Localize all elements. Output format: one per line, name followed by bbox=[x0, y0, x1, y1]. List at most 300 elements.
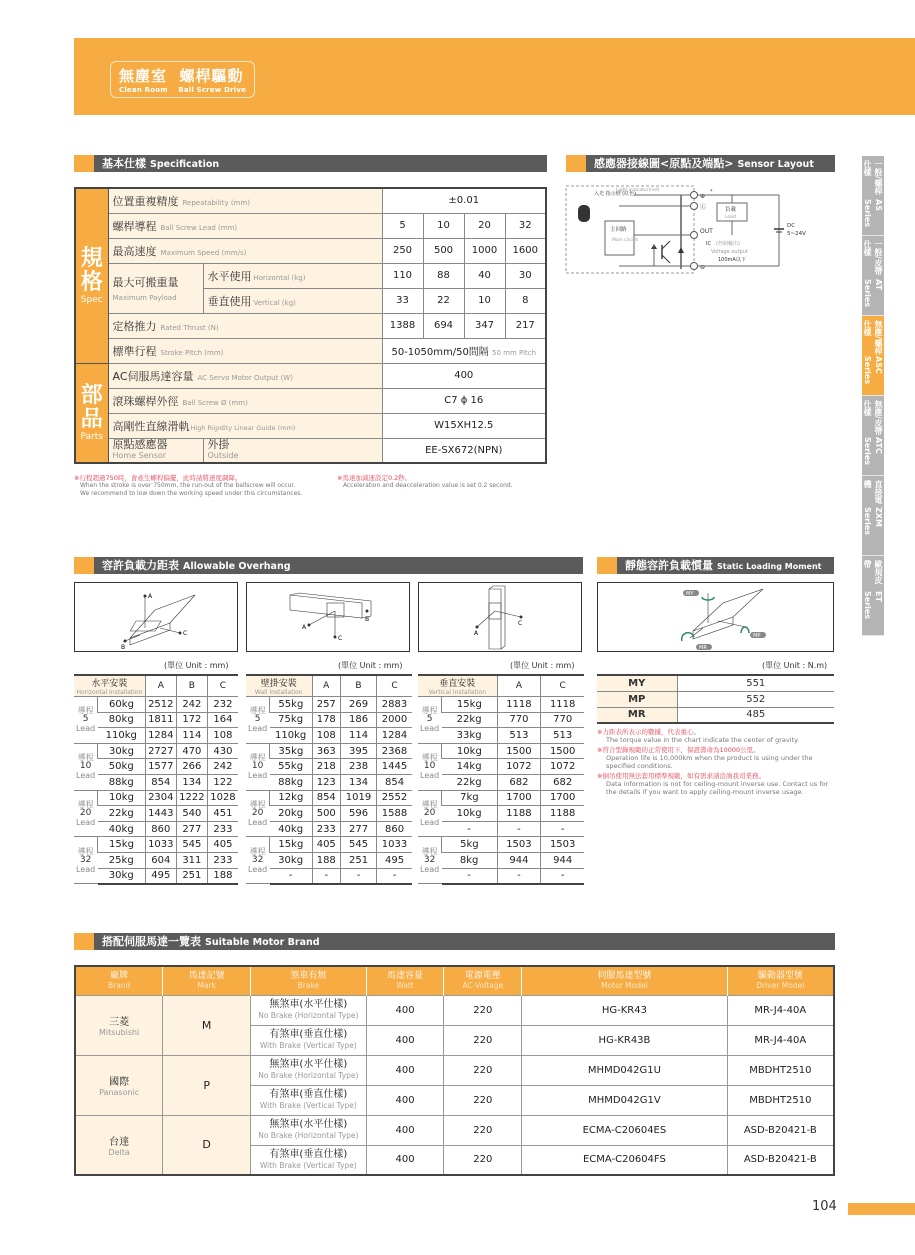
load-cell: 14kg bbox=[442, 759, 497, 775]
load-cell: 35kg bbox=[270, 743, 312, 759]
lead-value: 5 bbox=[254, 714, 261, 725]
value-cell: 2883 bbox=[377, 697, 412, 713]
brake-en: With Brake (Vertical Type) bbox=[259, 1160, 357, 1170]
spec-row-payload-h bbox=[75, 263, 546, 288]
plus-label: ⊕ bbox=[700, 193, 706, 200]
table-row bbox=[246, 790, 412, 806]
install-type-zh: 垂直安裝 bbox=[439, 679, 476, 689]
install-type-zh: 壁掛安裝 bbox=[260, 679, 297, 689]
label-c: C bbox=[338, 635, 343, 642]
spec-row-lead bbox=[75, 213, 546, 238]
watt-cell: 400 bbox=[366, 995, 444, 1025]
table-row bbox=[74, 759, 238, 775]
table-row bbox=[418, 868, 584, 884]
spec-label bbox=[108, 213, 382, 238]
brake-zh: 有煞車(垂直仕樣) bbox=[269, 1148, 348, 1160]
motor-model-cell: MHMD042G1U bbox=[522, 1055, 727, 1085]
side-tab-en: ATC Series bbox=[863, 436, 883, 465]
value-cell: 1700 bbox=[497, 790, 541, 806]
lead-value: 5 bbox=[382, 213, 423, 238]
value-cell: - bbox=[312, 868, 341, 884]
speed-value: 250 bbox=[382, 238, 423, 263]
table-row bbox=[246, 728, 412, 744]
parts-cat-zh1: 部 bbox=[80, 382, 103, 408]
brake-en: No Brake (Horizontal Type) bbox=[258, 1131, 359, 1140]
series-side-tabs bbox=[862, 156, 915, 636]
column-header-a: A bbox=[312, 675, 341, 697]
side-tab-as-series[interactable] bbox=[862, 156, 884, 236]
stroke-value-zh: 50-1050mm/50間隔 bbox=[391, 347, 489, 358]
lead-en: Lead bbox=[76, 724, 96, 734]
header-row bbox=[418, 675, 584, 697]
voltage-cell: 220 bbox=[444, 1055, 522, 1085]
load-cell: 22kg bbox=[442, 712, 497, 728]
watt-cell: 400 bbox=[366, 1055, 444, 1085]
value-cell: - bbox=[541, 821, 584, 837]
mr-arrow-icon bbox=[682, 633, 694, 641]
brake-zh: 有煞車(垂直仕樣) bbox=[269, 1089, 348, 1100]
value-cell: - bbox=[497, 821, 541, 837]
vertical-overhang-table bbox=[418, 674, 584, 885]
lead-zh: 導程 bbox=[421, 799, 438, 809]
label-en: Home Sensor bbox=[112, 450, 167, 460]
spec-label bbox=[108, 238, 382, 263]
value-cell: 172 bbox=[176, 712, 207, 728]
load-cell: 88kg bbox=[270, 774, 312, 790]
value-cell: 114 bbox=[341, 728, 377, 744]
install-type-header bbox=[246, 675, 312, 697]
sensor-section-header bbox=[566, 155, 835, 172]
voltage-cell: 220 bbox=[444, 1025, 522, 1055]
value-cell: 108 bbox=[207, 728, 238, 744]
value-cell: 540 bbox=[176, 806, 207, 822]
motor-output-value: 400 bbox=[382, 363, 546, 388]
install-type-en: Horizontal Installation bbox=[76, 689, 143, 696]
value-cell: 500 bbox=[312, 806, 341, 822]
value-cell: 854 bbox=[312, 790, 341, 806]
label-en: Outside bbox=[207, 450, 239, 460]
header-en: Mark bbox=[197, 980, 216, 990]
lead-value: 10 bbox=[423, 213, 464, 238]
value-cell: 1503 bbox=[497, 837, 541, 853]
speed-value: 1600 bbox=[505, 238, 546, 263]
header-zh: 廠牌 bbox=[110, 970, 129, 981]
terminal-plus bbox=[691, 192, 698, 199]
lead-value: 5 bbox=[82, 714, 89, 725]
lead-cell bbox=[418, 697, 442, 744]
load-zh: 負載 bbox=[725, 207, 737, 213]
note-en: Acceleration and deacceleration value is set 0.2 second. bbox=[343, 482, 513, 489]
header-banner bbox=[74, 38, 915, 115]
value-cell: 1188 bbox=[497, 806, 541, 822]
header-en: Brand bbox=[107, 980, 131, 990]
overhang-body bbox=[418, 697, 584, 884]
motor-header-row bbox=[75, 966, 834, 995]
watt-cell: 400 bbox=[366, 1145, 444, 1175]
table-row bbox=[74, 712, 238, 728]
value-cell: 405 bbox=[207, 837, 238, 853]
lead-zh: 導程 bbox=[77, 846, 94, 856]
value-cell: 395 bbox=[341, 743, 377, 759]
motor-section-title-zh: 搭配伺服馬達一覽表 bbox=[102, 935, 201, 948]
lead-value: 32 bbox=[423, 854, 436, 865]
lead-cell bbox=[74, 837, 98, 884]
value-cell: 1503 bbox=[541, 837, 584, 853]
led-label: 入光 指示燈 (紅色) bbox=[594, 191, 637, 197]
moment-unit-label: (單位 Unit : N.m) bbox=[762, 661, 828, 670]
value-cell: 188 bbox=[312, 852, 341, 868]
lead-en: Lead bbox=[76, 817, 96, 827]
led-icon bbox=[578, 205, 590, 222]
motor-row bbox=[75, 1055, 834, 1085]
value-cell: 2552 bbox=[377, 790, 412, 806]
value-cell: 1033 bbox=[377, 837, 412, 853]
table-row bbox=[74, 774, 238, 790]
value-cell: 770 bbox=[497, 712, 541, 728]
side-tab-atc-series[interactable] bbox=[862, 396, 884, 476]
star-label: * bbox=[710, 189, 713, 195]
lead-value: 20 bbox=[79, 807, 92, 818]
spec-row-motor bbox=[75, 363, 546, 388]
load-cell: 22kg bbox=[442, 774, 497, 790]
value-cell: 944 bbox=[497, 852, 541, 868]
banner-title-en: Clean Room Ball Screw Drive bbox=[119, 86, 247, 94]
lead-en: Lead bbox=[248, 817, 268, 827]
payload-v-value: 8 bbox=[505, 288, 546, 313]
moment-key: MR bbox=[597, 707, 677, 723]
motor-row bbox=[75, 1115, 834, 1145]
value-cell: 178 bbox=[312, 712, 341, 728]
table-row bbox=[418, 852, 584, 868]
column-header-b: B bbox=[176, 675, 207, 697]
screw-value: C7 ϕ 16 bbox=[382, 388, 546, 413]
label-zh: 外掛 bbox=[207, 437, 230, 451]
value-cell: 470 bbox=[176, 743, 207, 759]
value-cell: 2000 bbox=[377, 712, 412, 728]
side-tab-en: AS Series bbox=[863, 198, 883, 227]
label-en: Rated Thrust (N) bbox=[160, 323, 219, 332]
table-row bbox=[74, 821, 238, 837]
terminal-minus bbox=[691, 263, 698, 270]
unit-label: (單位 Unit : mm) bbox=[164, 661, 229, 670]
lead-cell bbox=[246, 697, 270, 744]
table-row bbox=[418, 837, 584, 853]
brand-zh: 三菱 bbox=[109, 1017, 130, 1028]
lead-value: 20 bbox=[423, 807, 436, 818]
thrust-value: 347 bbox=[464, 313, 505, 338]
value-cell: 134 bbox=[176, 774, 207, 790]
value-cell: 233 bbox=[312, 821, 341, 837]
spec-label bbox=[108, 388, 382, 413]
label-c: C bbox=[518, 620, 523, 627]
lead-zh: 導程 bbox=[421, 706, 438, 716]
spec-note-2 bbox=[337, 473, 552, 490]
lead-cell bbox=[418, 743, 442, 790]
note-zh: ※力距表所表示的數據，代表重心。 bbox=[597, 728, 700, 736]
column-header bbox=[727, 966, 834, 995]
lead-zh: 導程 bbox=[249, 799, 266, 809]
value-cell: 1811 bbox=[145, 712, 176, 728]
watt-cell: 400 bbox=[366, 1025, 444, 1055]
motor-row bbox=[75, 995, 834, 1025]
install-type-header bbox=[418, 675, 497, 697]
label-a: A bbox=[148, 593, 153, 600]
load-cell: 88kg bbox=[98, 774, 146, 790]
value-cell: 233 bbox=[207, 821, 238, 837]
label-zh: 滾珠螺桿外徑 bbox=[112, 394, 179, 408]
moment-section-header bbox=[597, 557, 834, 574]
value-cell: 242 bbox=[207, 759, 238, 775]
side-tab-zh: 一般/皮帶仕樣 bbox=[863, 240, 883, 275]
column-header bbox=[163, 966, 251, 995]
load-cell: 75kg bbox=[270, 712, 312, 728]
column-header bbox=[366, 966, 444, 995]
repeatability-value: ±0.01 bbox=[382, 188, 546, 213]
load-cell: 55kg bbox=[270, 759, 312, 775]
moment-row bbox=[597, 675, 834, 691]
value-cell: 2512 bbox=[145, 697, 176, 713]
value-cell: 269 bbox=[341, 697, 377, 713]
lead-value: 10 bbox=[79, 761, 92, 772]
value-cell: 1118 bbox=[497, 697, 541, 713]
parts-cat-zh2: 品 bbox=[80, 406, 103, 432]
load-cell: 15kg bbox=[442, 697, 497, 713]
side-tab-asc-series[interactable] bbox=[862, 316, 884, 396]
table-row bbox=[418, 806, 584, 822]
lead-cell bbox=[74, 697, 98, 744]
label-zh: 最高速度 bbox=[112, 244, 157, 258]
driver-model-cell: MBDHT2510 bbox=[727, 1085, 834, 1115]
label-zh: 位置重複精度 bbox=[112, 194, 179, 208]
header-zh: 馬達記號 bbox=[188, 970, 225, 981]
lead-zh: 導程 bbox=[249, 706, 266, 716]
lead-cell bbox=[74, 743, 98, 790]
value-cell: 545 bbox=[176, 837, 207, 853]
load-cell: 110kg bbox=[98, 728, 146, 744]
lead-zh: 導程 bbox=[77, 753, 94, 763]
spec-row-screw bbox=[75, 388, 546, 413]
moment-key: MY bbox=[597, 675, 677, 691]
load-cell: - bbox=[442, 821, 497, 837]
value-cell: 1500 bbox=[541, 743, 584, 759]
table-row bbox=[246, 806, 412, 822]
overhang-body bbox=[74, 697, 238, 884]
lead-zh: 導程 bbox=[421, 753, 438, 763]
value-cell: 122 bbox=[207, 774, 238, 790]
main-circuit-en: Main circuit bbox=[612, 238, 638, 243]
lead-cell bbox=[246, 790, 270, 837]
load-cell: 20kg bbox=[270, 806, 312, 822]
note-zh: ※符合型錄規範的正常使用下，保證壽命為10000公里。 bbox=[597, 746, 760, 754]
value-cell: 218 bbox=[312, 759, 341, 775]
value-cell: 1700 bbox=[541, 790, 584, 806]
spec-section-title-zh: 基本仕樣 bbox=[102, 157, 146, 170]
overhang-header bbox=[418, 675, 584, 697]
spec-label bbox=[108, 263, 203, 313]
speed-value: 500 bbox=[423, 238, 464, 263]
label-en: High Rigidity Linear Guide (mm) bbox=[190, 423, 296, 432]
payload-h-value: 110 bbox=[382, 263, 423, 288]
lead-en: Lead bbox=[420, 864, 440, 874]
label-b: B bbox=[365, 616, 370, 623]
table-row bbox=[74, 868, 238, 884]
value-cell: 1284 bbox=[145, 728, 176, 744]
lead-zh: 導程 bbox=[77, 706, 94, 716]
side-tab-en: ZXM Series bbox=[863, 507, 883, 536]
horizontal-install-figure bbox=[74, 582, 238, 652]
brand-en: Delta bbox=[108, 1147, 130, 1157]
install-type-header bbox=[74, 675, 145, 697]
side-tab-et-series[interactable] bbox=[862, 556, 884, 636]
side-tab-zh: 一般/螺桿仕樣 bbox=[863, 160, 883, 195]
voltage-cell: 220 bbox=[444, 1085, 522, 1115]
lead-cell bbox=[246, 743, 270, 790]
value-cell: 604 bbox=[145, 852, 176, 868]
spec-row-sensor bbox=[75, 438, 546, 463]
moment-table bbox=[597, 674, 834, 724]
table-row bbox=[418, 712, 584, 728]
driver-model-cell: ASD-B20421-B bbox=[727, 1115, 834, 1145]
table-row bbox=[418, 821, 584, 837]
driver-model-cell: MR-J4-40A bbox=[727, 995, 834, 1025]
thrust-value: 1388 bbox=[382, 313, 423, 338]
note-zh: ※倒吊使用無法套用標準規範，如有需求請洽詢我司業務。 bbox=[597, 772, 765, 780]
value-cell: 242 bbox=[176, 697, 207, 713]
mp-arrow-icon bbox=[741, 627, 749, 633]
table-row bbox=[246, 837, 412, 853]
value-cell: 311 bbox=[176, 852, 207, 868]
table-row bbox=[246, 868, 412, 884]
lead-cell bbox=[418, 790, 442, 837]
lead-value: 10 bbox=[251, 761, 264, 772]
header-en: Watt bbox=[396, 980, 414, 990]
label-en: Vertical (kg) bbox=[253, 298, 296, 307]
lead-zh: 導程 bbox=[249, 846, 266, 856]
header-zh: 驅動器型號 bbox=[757, 970, 803, 981]
value-cell: 114 bbox=[176, 728, 207, 744]
light-indicator-label: Light indicator(red) bbox=[616, 188, 660, 193]
thrust-value: 217 bbox=[505, 313, 546, 338]
load-cell: 7kg bbox=[442, 790, 497, 806]
value-cell: 1284 bbox=[377, 728, 412, 744]
column-header bbox=[522, 966, 727, 995]
value-cell: 1443 bbox=[145, 806, 176, 822]
sensor-wiring-diagram bbox=[564, 183, 834, 278]
load-cell: 40kg bbox=[270, 821, 312, 837]
value-cell: 513 bbox=[497, 728, 541, 744]
label-en: Maximum Speed (mm/s) bbox=[160, 248, 247, 257]
label-en: Stroke Pitch (mm) bbox=[160, 348, 224, 357]
sensor-section-title-zh: 感應器接線圖<原點及端點> bbox=[594, 157, 734, 170]
load-cell: 15kg bbox=[98, 837, 146, 853]
table-row bbox=[418, 790, 584, 806]
spec-label bbox=[108, 338, 382, 363]
load-cell: 60kg bbox=[98, 697, 146, 713]
header-en: Motor Model bbox=[601, 980, 648, 990]
value-cell: 123 bbox=[312, 774, 341, 790]
table-row bbox=[418, 728, 584, 744]
terminal-out bbox=[691, 232, 698, 239]
load-cell: 30kg bbox=[98, 868, 146, 884]
value-cell: 238 bbox=[341, 759, 377, 775]
label-en: Ball Screw Ø (mm) bbox=[182, 398, 248, 407]
value-cell: 134 bbox=[341, 774, 377, 790]
label-a: A bbox=[474, 630, 479, 637]
lead-en: Lead bbox=[248, 771, 268, 781]
moment-row bbox=[597, 691, 834, 707]
lead-en: Lead bbox=[76, 864, 96, 874]
note-en: Data information is not for ceiling-mount inverse use. Contact us for the details if you want to apply ceiling-mount inverse usage. bbox=[606, 780, 829, 796]
mark-cell: P bbox=[163, 1055, 251, 1115]
side-tab-zxm-series[interactable] bbox=[862, 476, 884, 556]
spec-section-title-en: Specification bbox=[150, 159, 220, 170]
motor-model-cell: MHMD042G1V bbox=[522, 1085, 727, 1115]
value-cell: 257 bbox=[312, 697, 341, 713]
install-type-zh: 水平安裝 bbox=[91, 679, 128, 689]
value-cell: 188 bbox=[207, 868, 238, 884]
lead-en: Lead bbox=[420, 724, 440, 734]
note-en: Operation life is 10,000km when the product is using under the specified conditions. bbox=[606, 754, 813, 770]
motor-model-cell: ECMA-C20604ES bbox=[522, 1115, 727, 1145]
lead-en: Lead bbox=[248, 864, 268, 874]
load-cell: 110kg bbox=[270, 728, 312, 744]
table-row bbox=[74, 852, 238, 868]
spec-label bbox=[108, 363, 382, 388]
load-cell: 80kg bbox=[98, 712, 146, 728]
value-cell: 860 bbox=[377, 821, 412, 837]
wall-overhang-table bbox=[246, 674, 412, 885]
table-row bbox=[74, 790, 238, 806]
table-row bbox=[246, 821, 412, 837]
overhang-section-header bbox=[74, 557, 583, 574]
side-tab-zh: 無塵/皮帶仕樣 bbox=[863, 400, 883, 435]
table-row bbox=[74, 806, 238, 822]
lead-value: 10 bbox=[423, 761, 436, 772]
mark-cell: D bbox=[163, 1115, 251, 1175]
label-en: Maximum Payload bbox=[112, 293, 177, 302]
label-zh: 定格推力 bbox=[112, 319, 157, 333]
value-cell: 2727 bbox=[145, 743, 176, 759]
value-cell: 108 bbox=[312, 728, 341, 744]
spec-row-stroke bbox=[75, 338, 546, 363]
side-tab-zh: 歐規皮帶 bbox=[863, 560, 883, 584]
main-circuit-zh: 主回路 bbox=[610, 227, 627, 233]
guide-value: W15XH12.5 bbox=[382, 413, 546, 438]
value-cell: 186 bbox=[341, 712, 377, 728]
header-row bbox=[74, 675, 238, 697]
motor-model-cell: ECMA-C20604FS bbox=[522, 1145, 727, 1175]
overhang-body bbox=[246, 697, 412, 884]
value-cell: 854 bbox=[377, 774, 412, 790]
load-cell: - bbox=[270, 868, 312, 884]
spec-sublabel bbox=[203, 438, 382, 463]
page-number: 104 bbox=[812, 1199, 837, 1214]
column-header-a: A bbox=[497, 675, 541, 697]
value-cell: - bbox=[497, 868, 541, 884]
brake-cell bbox=[251, 1085, 367, 1115]
label-en: AC Servo Motor Output (W) bbox=[197, 373, 293, 382]
moment-value: 552 bbox=[677, 691, 834, 707]
payload-v-value: 33 bbox=[382, 288, 423, 313]
value-cell: 770 bbox=[541, 712, 584, 728]
spec-row-repeatability bbox=[75, 188, 546, 213]
value-cell: 363 bbox=[312, 743, 341, 759]
value-cell: 1188 bbox=[541, 806, 584, 822]
value-cell: 545 bbox=[341, 837, 377, 853]
side-tab-at-series[interactable] bbox=[862, 236, 884, 316]
lead-value: 20 bbox=[464, 213, 505, 238]
value-cell: 1072 bbox=[541, 759, 584, 775]
